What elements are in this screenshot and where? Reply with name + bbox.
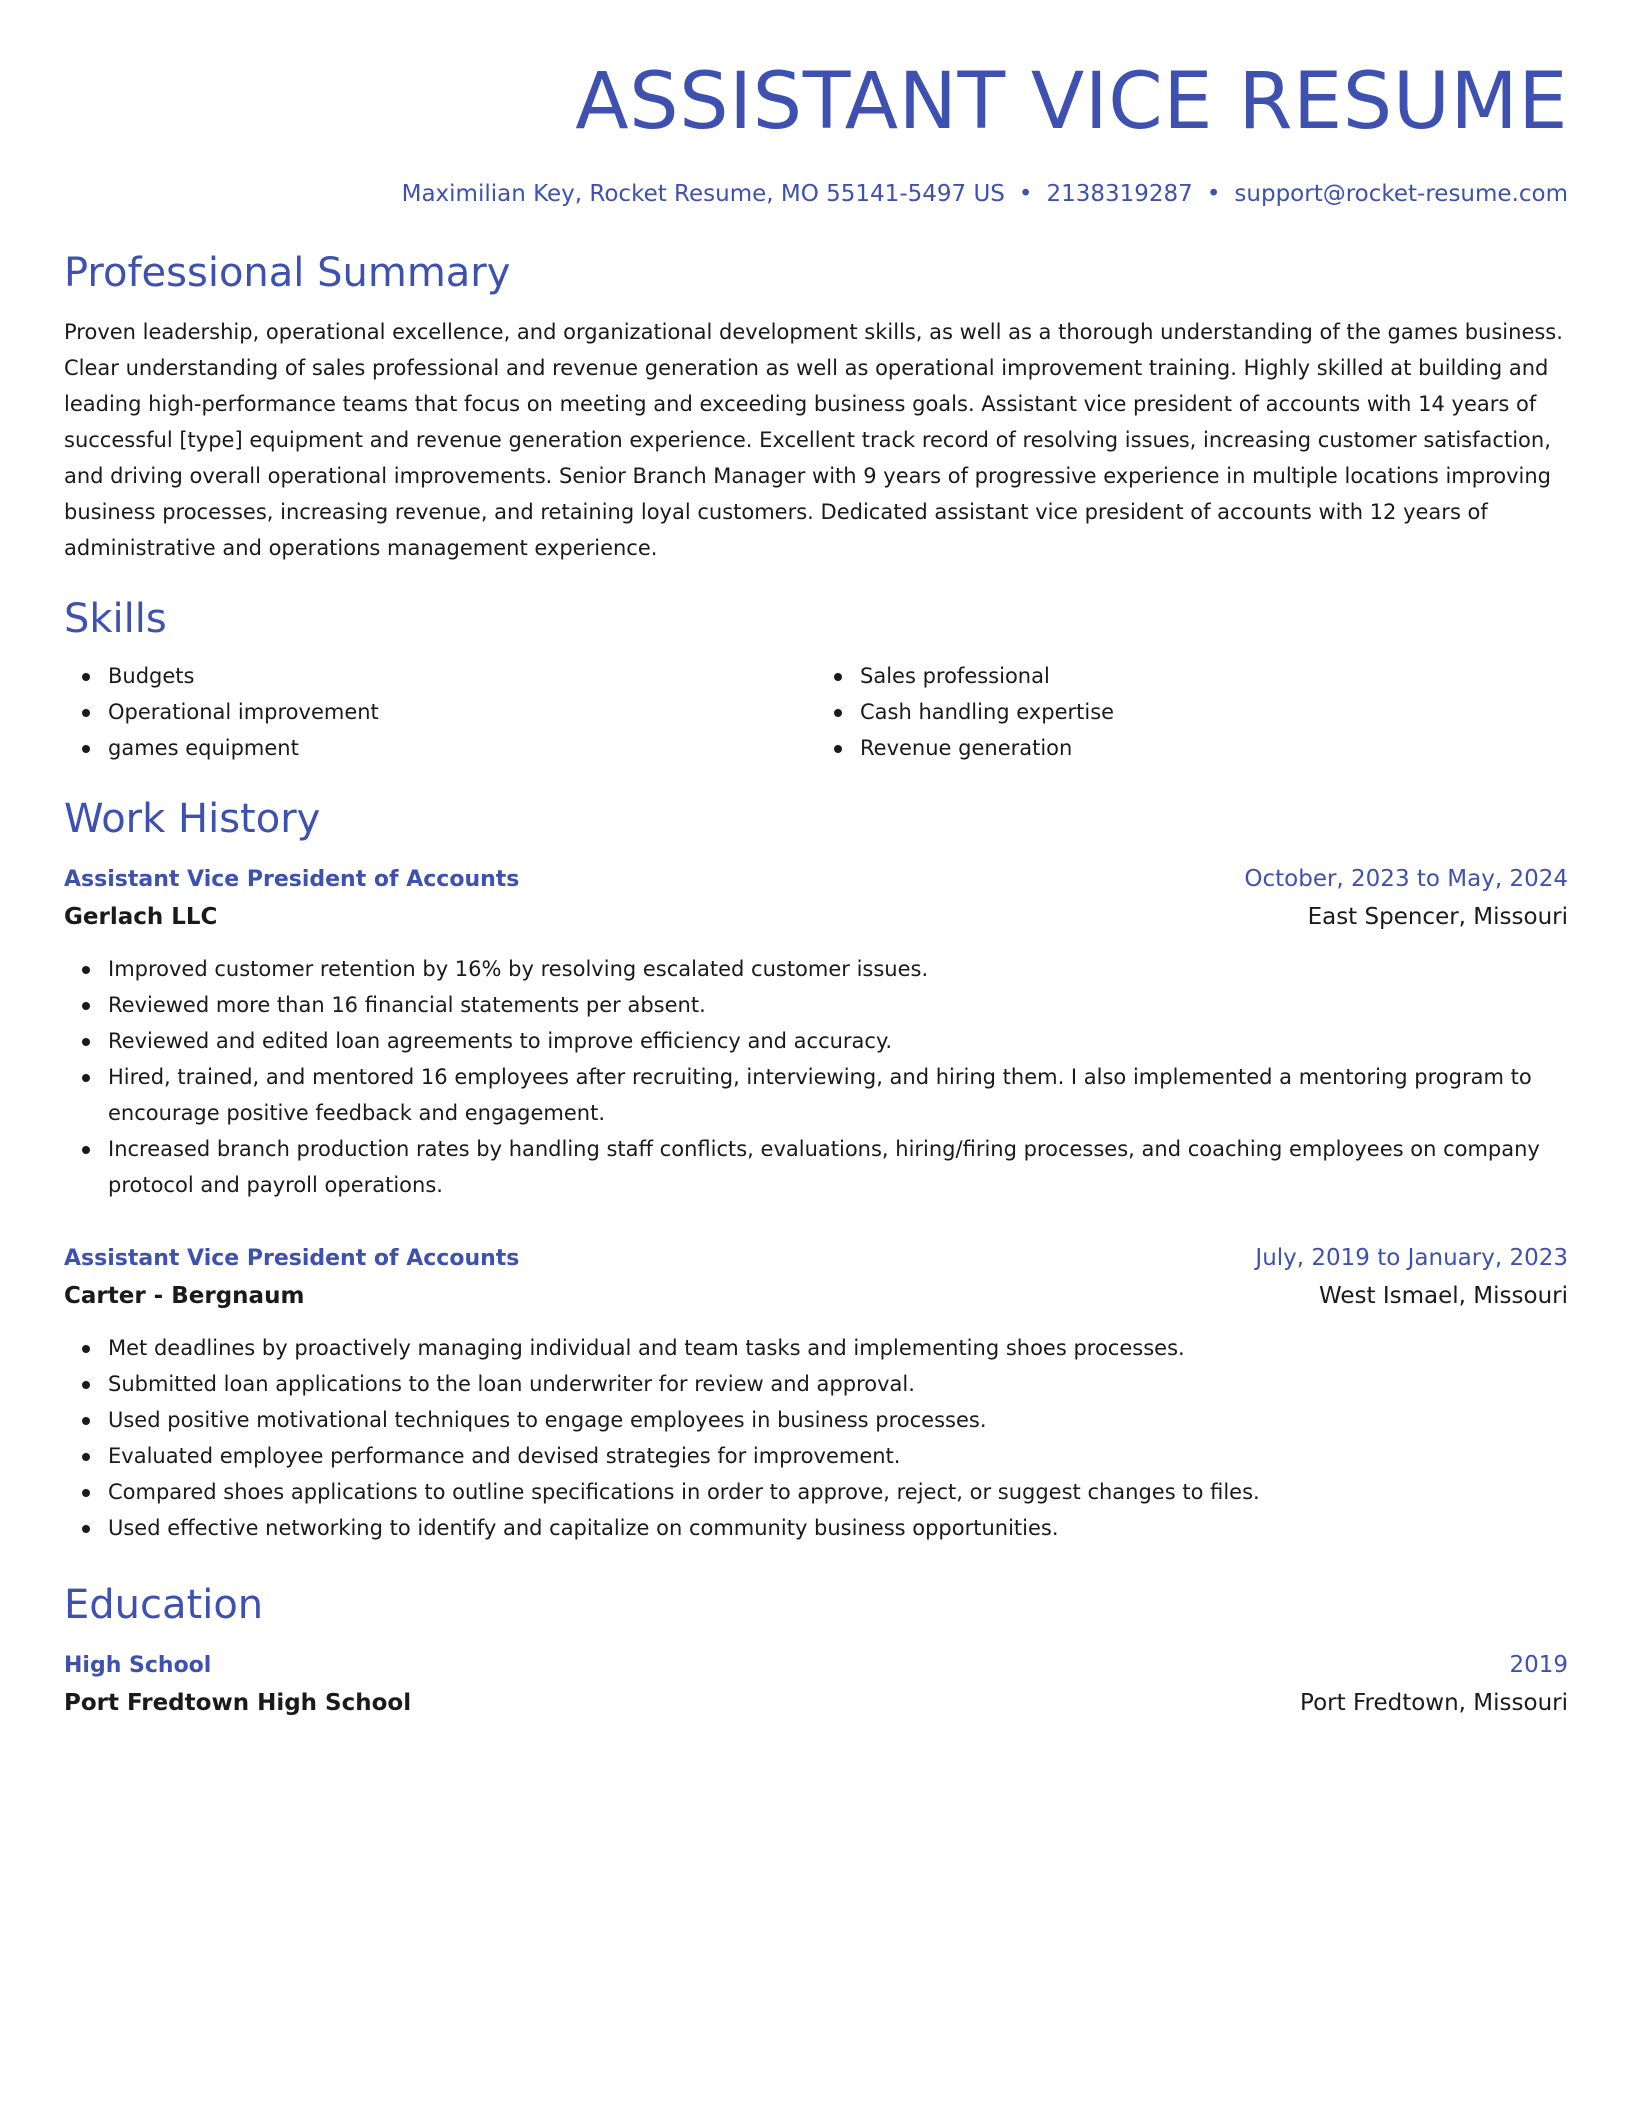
job-company: Gerlach LLC <box>64 904 218 930</box>
job-bullet: Reviewed and edited loan agreements to improve efficiency and accuracy. <box>108 1023 1568 1059</box>
section-title-summary: Professional Summary <box>64 250 511 296</box>
skills-columns <box>64 658 1568 766</box>
job-entry <box>64 1241 1568 1546</box>
job-bullet: Evaluated employee performance and devised strategies for improvement. <box>108 1438 1568 1474</box>
contact-line <box>64 178 1568 210</box>
job-header-row <box>64 862 1568 897</box>
skills-list-right <box>816 658 1568 766</box>
job-header-row <box>64 1241 1568 1276</box>
education-section <box>64 1580 1568 1723</box>
job-bullet: Increased branch production rates by handling staff conflicts, evaluations, hiring/firing processes, and coaching employees on company protocol and payroll operations. <box>108 1131 1568 1203</box>
contact-phone: 2138319287 <box>1046 181 1193 207</box>
job-bullets <box>64 1330 1568 1546</box>
job-bullet: Hired, trained, and mentored 16 employees after recruiting, interviewing, and hiring them. I also implemented a mentoring program to encourage positive feedback and engagement. <box>108 1059 1568 1131</box>
job-company: Carter - Bergnaum <box>64 1283 305 1309</box>
job-bullet: Improved customer retention by 16% by resolving escalated customer issues. <box>108 951 1568 987</box>
section-title-work-history: Work History <box>64 796 321 842</box>
contact-separator: • <box>1206 181 1221 207</box>
job-bullet: Submitted loan applications to the loan underwriter for review and approval. <box>108 1366 1568 1402</box>
skill-item: Revenue generation <box>860 730 1568 766</box>
job-title: Assistant Vice President of Accounts <box>64 1246 520 1271</box>
job-title: Assistant Vice President of Accounts <box>64 867 520 892</box>
job-bullet: Compared shoes applications to outline specifications in order to approve, reject, or suggest changes to files. <box>108 1474 1568 1510</box>
job-dates: October, 2023 to May, 2024 <box>1244 866 1568 892</box>
skill-item: Budgets <box>108 658 816 694</box>
education-degree: High School <box>64 1653 212 1678</box>
skill-item: Sales professional <box>860 658 1568 694</box>
summary-section <box>64 248 1568 566</box>
job-bullet: Met deadlines by proactively managing individual and team tasks and implementing shoes processes. <box>108 1330 1568 1366</box>
work-history-section <box>64 794 1568 1546</box>
contact-email[interactable]: support@rocket-resume.com <box>1234 181 1568 207</box>
section-title-education: Education <box>64 1582 264 1628</box>
job-bullets <box>64 951 1568 1203</box>
job-bullet: Used effective networking to identify and capitalize on community business opportunities. <box>108 1510 1568 1546</box>
resume-title: ASSISTANT VICE RESUME <box>575 57 1568 147</box>
job-company-row <box>64 897 1568 937</box>
job-bullet: Used positive motivational techniques to engage employees in business processes. <box>108 1402 1568 1438</box>
job-dates: July, 2019 to January, 2023 <box>1255 1245 1568 1271</box>
section-title-skills: Skills <box>64 596 167 642</box>
job-bullet: Reviewed more than 16 financial statements per absent. <box>108 987 1568 1023</box>
skills-section <box>64 594 1568 766</box>
education-header-row <box>64 1648 1568 1683</box>
education-school-row <box>64 1683 1568 1723</box>
education-entry <box>64 1648 1568 1723</box>
education-year: 2019 <box>1509 1652 1568 1678</box>
contact-address: Maximilian Key, Rocket Resume, MO 55141-5497 US <box>401 181 1005 207</box>
job-location: West Ismael, Missouri <box>1319 1283 1568 1309</box>
skill-item: games equipment <box>108 730 816 766</box>
skill-item: Cash handling expertise <box>860 694 1568 730</box>
contact-separator: • <box>1018 181 1033 207</box>
skill-item: Operational improvement <box>108 694 816 730</box>
job-entry <box>64 862 1568 1203</box>
education-school: Port Fredtown High School <box>64 1690 412 1716</box>
job-location: East Spencer, Missouri <box>1307 904 1568 930</box>
job-company-row <box>64 1276 1568 1316</box>
skills-list-left <box>64 658 816 766</box>
summary-text: Proven leadership, operational excellence, and organizational development skills, as well as a thorough understanding of the games business. Clear understanding of sales professional and revenue generation as well as operational improvement training. Highly skilled at building and leading high-performance teams that focus on meeting and exceeding business goals. Assistant vice president of accounts with 14 years of successful [type] equipment and revenue generation experience. Excellent track record of resolving issues, increasing customer satisfaction, and driving overall operational improvements. Senior Branch Manager with 9 years of progressive experience in multiple locations improving business processes, increasing revenue, and retaining loyal customers. Dedicated assistant vice president of accounts with 12 years of administrative and operations management experience. <box>64 320 1563 560</box>
education-location: Port Fredtown, Missouri <box>1300 1690 1568 1716</box>
